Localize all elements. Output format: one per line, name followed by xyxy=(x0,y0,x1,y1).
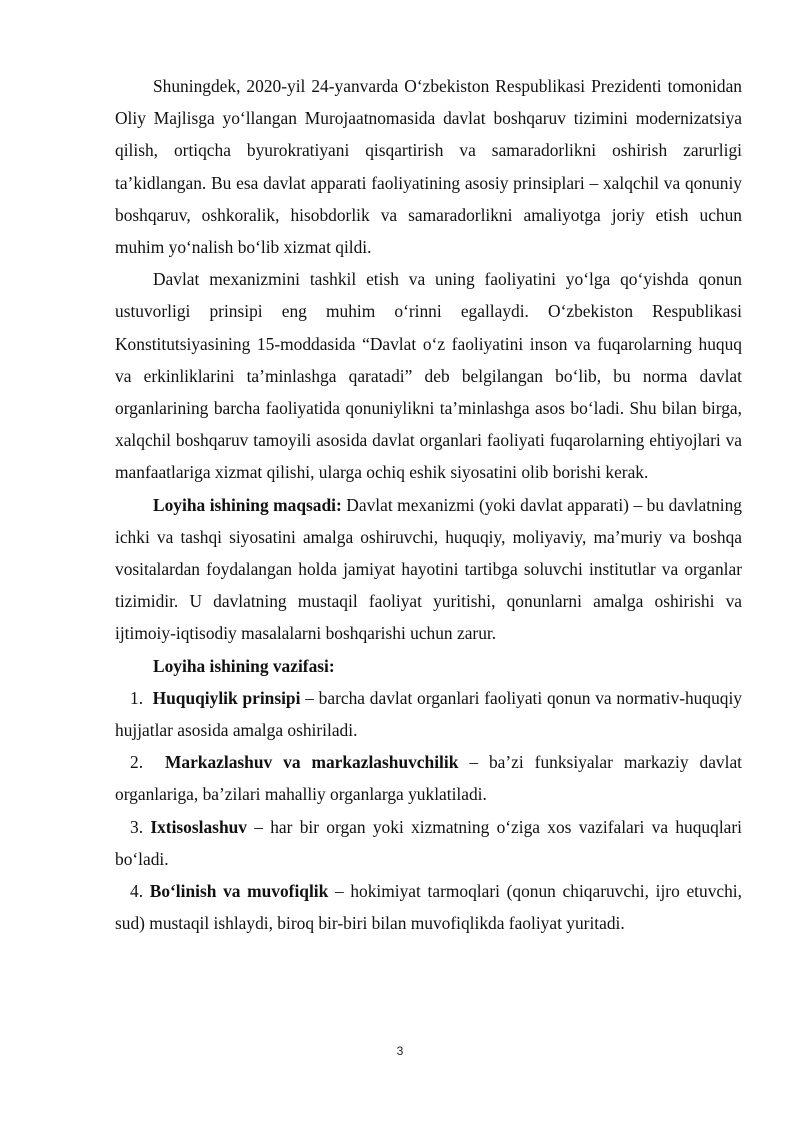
goal-heading: Loyiha ishining maqsadi: xyxy=(153,494,342,515)
list-item-term: Huquqiylik prinsipi xyxy=(152,687,301,708)
list-item xyxy=(115,875,742,939)
list-item xyxy=(115,746,742,810)
paragraph-goal xyxy=(115,489,742,650)
list-item-number: 4. xyxy=(130,881,144,902)
page-number: 3 xyxy=(396,1044,404,1058)
list-item-number: 2. xyxy=(130,752,144,773)
list-item-number: 3. xyxy=(130,816,144,837)
list-item-text: – barcha davlat organlari faoliyati qonun va normativ-huquqiy hujjatlar asosida amalga oshiriladi. xyxy=(115,687,742,741)
tasks-heading: Loyiha ishining vazifasi: xyxy=(153,655,335,676)
list-item-term: Markazlashuv va markazlashuvchilik xyxy=(164,752,459,773)
list-item xyxy=(115,811,742,875)
list-item-text: – ba’zi funksiyalar markaziy davlat organlariga, ba’zilari mahalliy organlarga yuklatiladi. xyxy=(115,752,742,805)
document-page xyxy=(115,70,742,939)
goal-text: Davlat mexanizmi (yoki davlat apparati) – bu davlatning ichki va tashqi siyosatini amalga oshiruvchi, huquqiy, moliyaviy, ma’muriy va boshqa vositalardan foydalangan holda jamiyat hayotini tartibga soluvchi institutlar va organlar tizimidir. U davlatning mustaqil faoliyat yuritishi, qonunlarni amalga oshirishi va ijtimoiy-iqtisodiy masalalarni boshqarishi uchun zarur. xyxy=(115,494,742,644)
list-item xyxy=(115,682,742,746)
list-item-term: Ixtisoslashuv xyxy=(150,816,247,837)
list-item-text: – har bir organ yoki xizmatning o‘ziga xos vazifalari va huquqlari bo‘ladi. xyxy=(115,816,742,869)
list-item-term: Bo‘linish va muvofiqlik xyxy=(149,881,329,902)
paragraph-intro: Shuningdek, 2020-yil 24-yanvarda O‘zbekiston Respublikasi Prezidenti tomonidan Oliy Majlisga yo‘llangan Murojaatnomasida davlat boshqaruv tizimini modernizatsiya qilish, ortiqcha byurokratiyani qisqartirish va samaradorlikni oshirish zarurligi ta’kidlangan. Bu esa davlat apparati faoliyatining asosiy prinsiplari – xalqchil va qonuniy boshqaruv, oshkoralik, hisobdorlik va samaradorlikni amaliyotga joriy etish uchun muhim yo‘nalish bo‘lib xizmat qildi. xyxy=(115,76,742,258)
list-item-number: 1. xyxy=(130,687,144,708)
list-item-text: – hokimiyat tarmoqlari (qonun chiqaruvchi, ijro etuvchi, sud) mustaqil ishlaydi, biroq bir-biri bilan muvofiqlikda faoliyat yuritadi. xyxy=(115,881,742,934)
paragraph-rule-of-law: Davlat mexanizmini tashkil etish va uning faoliyatini yo‘lga qo‘yishda qonun ustuvorligi prinsipi eng muhim o‘rinni egallaydi. O‘zbekiston Respublikasi Konstitutsiyasining 15-moddasida “Davlat o‘z faoliyatini inson va fuqarolarning huquq va erkinliklarini ta’minlashga qaratadi” deb belgilangan bo‘lib, bu norma davlat organlarining barcha faoliyatida qonuniylikni ta’minlashga asos bo‘ladi. Shu bilan birga, xalqchil boshqaruv tamoyili asosida davlat organlari faoliyati fuqarolarning ehtiyojlari va manfaatlariga xizmat qilishi, ularga ochiq eshik siyosatini olib borishi kerak. xyxy=(115,269,742,483)
